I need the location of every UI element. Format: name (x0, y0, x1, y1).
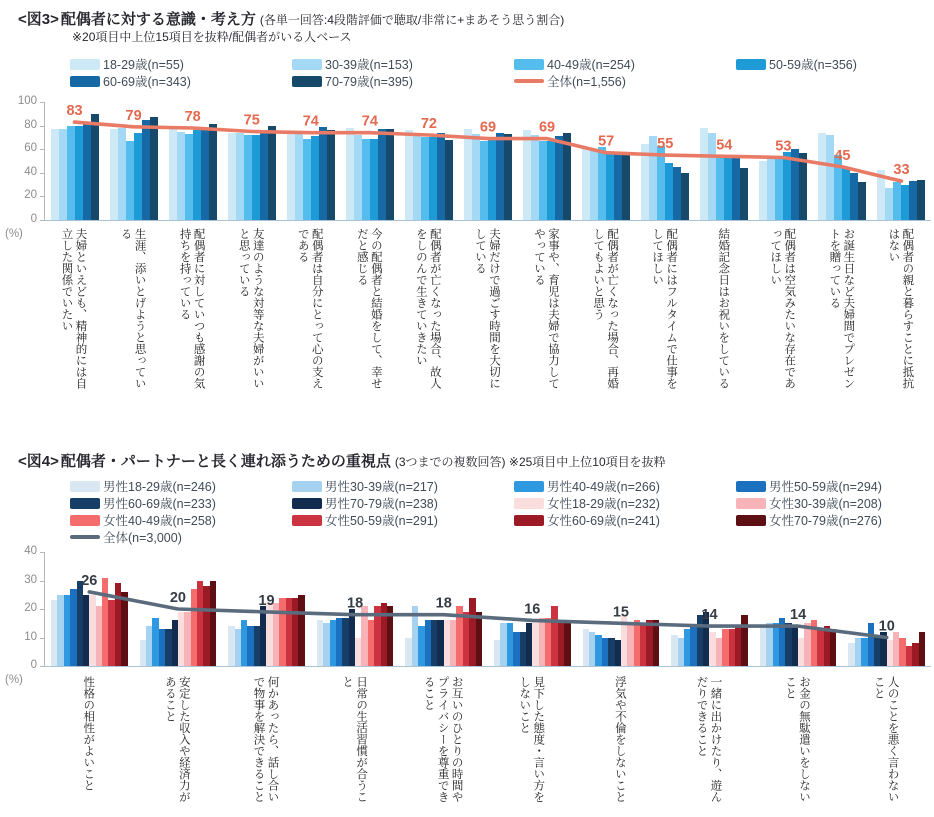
bar (298, 595, 304, 666)
category-label (339, 228, 398, 398)
bar (311, 136, 319, 220)
value-label: 14 (701, 607, 718, 624)
legend-color-swatch (514, 481, 544, 492)
category-label-text: 配偶者は自分にとって心の支えである (296, 228, 323, 389)
legend-color-swatch (70, 59, 100, 70)
legend-item (736, 495, 934, 511)
category-label (103, 228, 162, 398)
bar (386, 129, 394, 220)
legend-color-swatch (292, 76, 322, 87)
bar (547, 141, 555, 220)
value-label: 19 (258, 592, 275, 609)
y-axis-tick-label: 40 (24, 545, 37, 557)
y-axis-tick (40, 102, 45, 103)
bar (110, 129, 118, 220)
figure4-title: 配偶者・パートナーと長く連れ添うための重視点 (60, 453, 391, 470)
bar (303, 139, 311, 220)
bar (564, 620, 570, 666)
legend-item (70, 529, 292, 545)
value-label: 69 (479, 119, 497, 136)
legend-color-swatch (514, 515, 544, 526)
bar (464, 129, 472, 220)
bar (775, 156, 783, 220)
value-label: 75 (243, 112, 260, 129)
bar (724, 156, 732, 220)
bar (783, 152, 791, 220)
value-label: 14 (790, 607, 807, 624)
bar-group (665, 612, 754, 666)
bar-group (813, 133, 872, 220)
legend-color-swatch (736, 59, 766, 70)
legend-item (292, 73, 514, 89)
bar (378, 129, 386, 220)
legend-color-swatch (514, 498, 544, 509)
bar (732, 157, 740, 220)
bar (909, 181, 917, 220)
category-label-text: お誕生日など夫婦間でプレゼントを贈っている (828, 228, 855, 389)
legend-label: 全体(n=3,000) (103, 531, 182, 545)
legend-color-swatch (70, 515, 100, 526)
category-label (841, 676, 930, 811)
category-label-text: 配偶者の親と暮らすことに抵抗はない (887, 228, 914, 389)
bar (287, 133, 295, 220)
legend-color-swatch (514, 59, 544, 70)
bar (504, 134, 512, 220)
y-axis-tick-label: 20 (24, 602, 37, 614)
category-label (694, 228, 753, 398)
category-label-text: 結婚記念日はお祝いをしている (717, 228, 730, 389)
category-label (221, 228, 280, 398)
category-label-text: 性格の相性がよいこと (82, 676, 95, 791)
bar-group (518, 130, 577, 220)
value-label: 33 (893, 162, 910, 179)
figure4-legend (70, 478, 934, 545)
category-label (576, 228, 635, 398)
bar (791, 149, 799, 220)
legend-item (736, 512, 934, 528)
bar (877, 170, 885, 220)
bar (767, 157, 775, 220)
y-axis-tick (40, 552, 45, 553)
bar (799, 153, 807, 220)
bar (445, 140, 453, 220)
figure3-tag: <図3> (18, 11, 59, 28)
bar (488, 137, 496, 220)
bar (413, 135, 421, 220)
legend-color-swatch (292, 59, 322, 70)
value-label: 78 (184, 108, 201, 125)
bar (134, 133, 142, 220)
value-label: 57 (598, 133, 615, 150)
bar-group (45, 578, 134, 666)
legend-item (292, 512, 514, 528)
bar (759, 161, 767, 220)
legend-item (514, 478, 736, 494)
bar (673, 167, 681, 220)
category-label (635, 228, 694, 398)
bar (142, 120, 150, 220)
category-label (280, 228, 339, 398)
figure4-category-axis (44, 676, 930, 811)
legend-label: 男性40-49歳(n=266) (547, 480, 660, 494)
legend-label: 男性70-79歳(n=238) (325, 497, 438, 511)
bar (919, 632, 925, 666)
bar (563, 133, 571, 220)
legend-item (514, 73, 736, 89)
bar (582, 147, 590, 220)
bar (319, 127, 327, 220)
bar (657, 146, 665, 220)
value-label: 83 (66, 103, 83, 120)
bar (653, 620, 659, 666)
bar (362, 139, 370, 220)
category-label-text: 日常の生活習慣が合うこと (341, 676, 368, 803)
category-label (576, 676, 665, 811)
bar (885, 188, 893, 220)
bar (236, 133, 244, 220)
bar (228, 133, 236, 220)
bar-group (281, 127, 340, 220)
legend-label: 男性30-39歳(n=217) (325, 480, 438, 494)
legend-label: 女性50-59歳(n=291) (325, 514, 438, 528)
category-label-text: 配偶者に対していつも感謝の気持ちを持っている (178, 228, 205, 389)
bar-group (399, 130, 458, 220)
figure4-title-note: (3つまでの複数回答) ※25項目中上位10項目を抜粋 (394, 455, 666, 469)
figure4-title-row (18, 450, 666, 471)
bar-group (872, 170, 931, 220)
bar (83, 124, 91, 220)
bar (437, 133, 445, 220)
bar (708, 133, 716, 220)
bar (740, 168, 748, 220)
bar (295, 133, 303, 220)
y-axis-tick-label: 0 (30, 659, 37, 671)
bar (244, 135, 252, 220)
legend-label: 女性40-49歳(n=258) (103, 514, 216, 528)
bar (700, 128, 708, 220)
category-label-text: 家事や、育児は夫婦で協力してやっている (533, 228, 560, 389)
bar (614, 153, 622, 220)
category-label (812, 228, 871, 398)
figure4-plot-area (5, 545, 931, 686)
bar (641, 144, 649, 220)
figure4-tag: <図4> (18, 453, 59, 470)
legend-label: 30-39歳(n=153) (325, 58, 413, 72)
legend-color-swatch (70, 481, 100, 492)
value-label: 69 (538, 119, 556, 136)
category-label (398, 676, 487, 811)
category-label (133, 676, 222, 811)
bar (387, 606, 393, 666)
bar (681, 173, 689, 220)
legend-color-swatch (70, 76, 100, 87)
value-label: 15 (612, 604, 629, 621)
category-label-text: 浮気や不倫をしないこと (613, 676, 626, 803)
bar (346, 128, 354, 220)
legend-item (292, 56, 514, 72)
value-label: 74 (302, 113, 319, 130)
value-label: 72 (420, 116, 438, 133)
category-label-text: 今の配偶者と結婚をして、幸せだと感じる (355, 228, 382, 389)
bar (834, 155, 842, 220)
category-label (44, 676, 133, 811)
legend-label: 女性60-69歳(n=241) (547, 514, 660, 528)
legend-color-swatch (736, 498, 766, 509)
bar (472, 134, 480, 220)
bar (539, 141, 547, 220)
legend-color-swatch (70, 498, 100, 509)
bar (555, 136, 563, 220)
category-label (871, 228, 930, 398)
category-label-text: 配偶者が亡くなった場合、再婚してもよいと思う (592, 228, 619, 389)
category-label (162, 228, 221, 398)
category-label-text: 一緒に出かけたり、遊んだりできること (695, 676, 722, 803)
category-label-text: お金の無駄遣いをしないこと (784, 676, 811, 803)
category-label-text: 人のことを悪く言わないこと (872, 676, 899, 803)
bar-group (842, 623, 931, 666)
y-axis-tick-label: 60 (24, 142, 37, 155)
bar (150, 117, 158, 220)
category-label (664, 676, 753, 811)
bar (260, 133, 268, 220)
figure3-note: ※20項目中上位15項目を抜粋/配偶者がいる人ベース (72, 30, 352, 44)
y-axis-tick-label: 40 (24, 165, 37, 178)
bar (118, 128, 126, 220)
legend-label: 40-49歳(n=254) (547, 58, 635, 72)
category-label (457, 228, 516, 398)
legend-color-swatch (292, 481, 322, 492)
legend-label: 60-69歳(n=343) (103, 75, 191, 89)
category-label-text: 配偶者にはフルタイムで仕事をしてほしい (651, 228, 678, 389)
legend-item (514, 512, 736, 528)
y-axis-tick-label: 0 (30, 213, 37, 225)
legend-label: 男性18-29歳(n=246) (103, 480, 216, 494)
bar (480, 141, 488, 220)
bar-group (577, 615, 666, 666)
legend-item (70, 495, 292, 511)
legend-color-swatch (736, 481, 766, 492)
bar (193, 130, 201, 220)
value-label: 74 (361, 113, 378, 130)
value-label: 10 (878, 618, 895, 635)
bar-group (222, 592, 311, 666)
bar (523, 130, 531, 220)
figure3-category-axis (44, 228, 930, 398)
bar (268, 126, 276, 220)
bar-group (754, 149, 813, 220)
legend-label: 女性30-39歳(n=208) (769, 497, 882, 511)
bar (169, 129, 177, 220)
bar (590, 149, 598, 220)
bar (665, 163, 673, 220)
legend-item (514, 495, 736, 511)
y-axis-tick-label: 20 (24, 189, 37, 202)
bar-group (636, 136, 695, 220)
legend-label: 女性18-29歳(n=232) (547, 497, 660, 511)
y-axis-tick (40, 220, 45, 221)
bar-group (754, 618, 843, 666)
bar (121, 592, 127, 666)
category-label-text: 夫婦といえども、精神的には自立した関係でいたい (60, 228, 87, 389)
figure3-title: 配偶者に対する意識・考え方 (60, 11, 256, 28)
bar (59, 129, 67, 220)
figure3-plot-area (5, 95, 931, 240)
value-label: 53 (775, 138, 792, 155)
category-label (517, 228, 576, 398)
category-label-text: 安定した収入や経済力があること (163, 676, 190, 803)
bar (67, 126, 75, 220)
legend-item (70, 56, 292, 72)
category-label (398, 228, 457, 398)
bar (901, 185, 909, 220)
legend-color-swatch (292, 515, 322, 526)
figure3-legend (70, 56, 934, 89)
bar-group (311, 603, 400, 666)
category-label (221, 676, 310, 811)
y-axis-tick-label: 80 (24, 118, 37, 131)
y-axis-tick-label: 30 (24, 573, 37, 586)
bar (201, 128, 209, 220)
bar-group (134, 581, 223, 667)
category-label-text: 夫婦だけで過ごす時間を大切にしている (473, 228, 500, 389)
bar-group (163, 124, 222, 220)
bar-group (340, 128, 399, 220)
value-label: 18 (347, 595, 364, 612)
bar-group (488, 606, 577, 666)
category-label-text: 見下した態度・言い方をしないこと (518, 676, 545, 803)
legend-label: 男性50-59歳(n=294) (769, 480, 882, 494)
legend-label: 50-59歳(n=356) (769, 58, 857, 72)
bar (429, 137, 437, 220)
y-axis-unit-label: (%) (5, 674, 23, 686)
figure3-title-row (18, 8, 564, 29)
category-label-text: お互いのひとりの時間やプライバシーを尊重できること (422, 676, 463, 803)
category-label (44, 228, 103, 398)
figure3-title-note: (各単一回答:4段階評価で聴取/非常に+まあそう思う割合) (259, 13, 565, 27)
legend-label: 男性60-69歳(n=233) (103, 497, 216, 511)
bar-group (399, 595, 488, 666)
bar (826, 135, 834, 220)
bar-group (45, 114, 104, 220)
bar (496, 133, 504, 220)
category-label-text: 友達のような対等な夫婦がいいと思っている (237, 228, 264, 389)
legend-item (736, 56, 934, 72)
bar (421, 137, 429, 220)
legend-item (514, 56, 736, 72)
category-label-text: 配偶者が亡くなった場合、故人をしのんで生きていきたい (414, 228, 441, 389)
bar (893, 182, 901, 220)
bar (716, 155, 724, 220)
legend-item (292, 478, 514, 494)
legend-line-swatch (70, 535, 100, 539)
legend-label: 全体(n=1,556) (547, 75, 626, 89)
bar-group (577, 147, 636, 220)
y-axis-tick-label: 100 (17, 95, 37, 107)
bar (177, 132, 185, 221)
bar (476, 612, 482, 666)
y-axis-tick (40, 666, 45, 667)
legend-item (292, 495, 514, 511)
bar (354, 135, 362, 220)
y-axis-tick-label: 10 (24, 630, 37, 643)
value-label: 26 (81, 572, 98, 589)
legend-item (736, 478, 934, 494)
bar (917, 180, 925, 220)
bar-group (222, 126, 281, 220)
bar (531, 135, 539, 220)
value-label: 16 (524, 601, 541, 618)
bar (75, 126, 83, 220)
category-label (753, 676, 842, 811)
bar (606, 152, 614, 220)
value-label: 79 (125, 107, 142, 124)
bar (649, 136, 657, 220)
legend-item (70, 512, 292, 528)
legend-item (70, 73, 292, 89)
bar (858, 182, 866, 220)
bar (185, 134, 193, 220)
bar (370, 139, 378, 220)
legend-label: 18-29歳(n=55) (103, 58, 184, 72)
bar (405, 130, 413, 220)
category-label (310, 676, 399, 811)
bar (830, 629, 836, 666)
value-label: 18 (435, 595, 452, 612)
bar-group (458, 129, 517, 220)
category-label (487, 676, 576, 811)
category-label (753, 228, 812, 398)
bar (850, 173, 858, 220)
category-label-text: 配偶者は空気みたいな存在であってほしい (769, 228, 796, 389)
bar (126, 141, 134, 220)
bar (91, 114, 99, 220)
bar (51, 129, 59, 220)
legend-line-swatch (514, 79, 544, 83)
category-label-text: 何かあったら、話し合いで物事を解決できること (252, 676, 279, 803)
legend-label: 70-79歳(n=395) (325, 75, 413, 89)
bar (209, 124, 217, 220)
bar (818, 133, 826, 220)
legend-item (70, 478, 292, 494)
value-label: 45 (834, 147, 851, 164)
legend-label: 女性70-79歳(n=276) (769, 514, 882, 528)
bar-group (104, 117, 163, 220)
bar (741, 615, 747, 666)
bar (252, 135, 260, 220)
value-label: 20 (169, 590, 186, 606)
category-label-text: 生涯、添いとげようと思っている (119, 228, 146, 389)
bar (327, 130, 335, 220)
value-label: 55 (657, 136, 674, 153)
bar (210, 581, 216, 667)
bar-group (695, 128, 754, 220)
value-label: 54 (716, 137, 733, 154)
legend-color-swatch (292, 498, 322, 509)
bar (842, 167, 850, 220)
bar (622, 154, 630, 220)
y-axis-unit-label: (%) (5, 228, 23, 240)
bar (598, 147, 606, 220)
legend-color-swatch (736, 515, 766, 526)
